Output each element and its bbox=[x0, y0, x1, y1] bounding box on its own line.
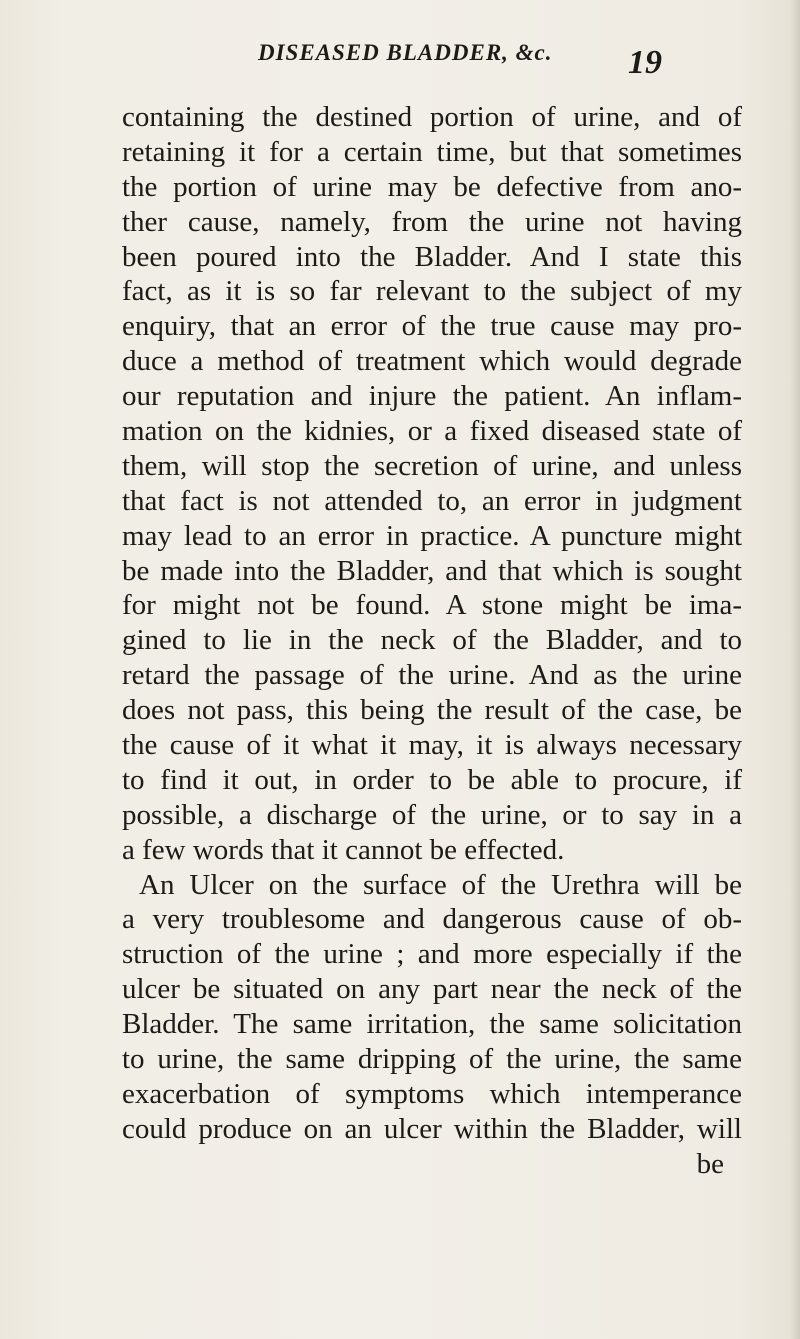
running-head-title: DISEASED BLADDER, &c. bbox=[258, 40, 553, 65]
text-line: retard the passage of the urine. And as the urine bbox=[122, 659, 742, 692]
text-line: duce a method of treatment which would degrade bbox=[122, 345, 742, 378]
text-line: ther cause, namely, from the urine not having bbox=[122, 205, 742, 238]
catchword: be bbox=[696, 1147, 724, 1180]
text-line: ulcer be situated on any part near the neck of the bbox=[122, 973, 742, 1006]
text-line: the cause of it what it may, it is always necessary bbox=[122, 729, 742, 762]
text-line: retaining it for a certain time, but that sometimes bbox=[122, 135, 742, 168]
text-line: Bladder. The same irritation, the same solicitation bbox=[122, 1008, 742, 1041]
text-line: fact, as it is so far relevant to the subject of my bbox=[122, 275, 742, 308]
page-edge-shadow bbox=[790, 0, 800, 1339]
text-line: possible, a discharge of the urine, or to say in a bbox=[122, 798, 742, 831]
text-line: been poured into the Bladder. And I state this bbox=[122, 240, 742, 273]
text-line: enquiry, that an error of the true cause may pro- bbox=[122, 310, 742, 343]
text-line: be made into the Bladder, and that which is sought bbox=[122, 554, 742, 587]
paragraph-start-line: An Ulcer on the surface of the Urethra will be bbox=[139, 868, 742, 901]
body-text bbox=[122, 100, 742, 1182]
text-line: the portion of urine may be defective from ano- bbox=[122, 170, 742, 203]
text-line: could produce on an ulcer within the Bladder, will bbox=[122, 1112, 742, 1145]
text-line: containing the destined portion of urine, and of bbox=[122, 101, 742, 133]
text-line: to urine, the same dripping of the urine, the same bbox=[122, 1043, 742, 1076]
running-head bbox=[0, 34, 800, 94]
text-line: our reputation and injure the patient. An inflam- bbox=[122, 380, 742, 413]
text-line: a very troublesome and dangerous cause of ob- bbox=[122, 903, 742, 936]
text-line: gined to lie in the neck of the Bladder, and to bbox=[122, 624, 742, 657]
text-line: struction of the urine ; and more especially if the bbox=[122, 938, 742, 971]
paragraph-end-line: a few words that it cannot be effected. bbox=[122, 833, 565, 866]
text-line: does not pass, this being the result of the case, be bbox=[122, 694, 742, 727]
text-line: mation on the kidnies, or a fixed diseased state of bbox=[122, 415, 742, 448]
page-number: 19 bbox=[628, 44, 662, 81]
text-line: that fact is not attended to, an error in judgment bbox=[122, 484, 742, 517]
text-line: for might not be found. A stone might be ima- bbox=[122, 589, 742, 622]
text-line: exacerbation of symptoms which intemperance bbox=[122, 1077, 742, 1110]
text-line: may lead to an error in practice. A puncture might bbox=[122, 519, 742, 552]
text-line: them, will stop the secretion of urine, and unless bbox=[122, 449, 742, 482]
text-line: to find it out, in order to be able to procure, if bbox=[122, 763, 742, 796]
